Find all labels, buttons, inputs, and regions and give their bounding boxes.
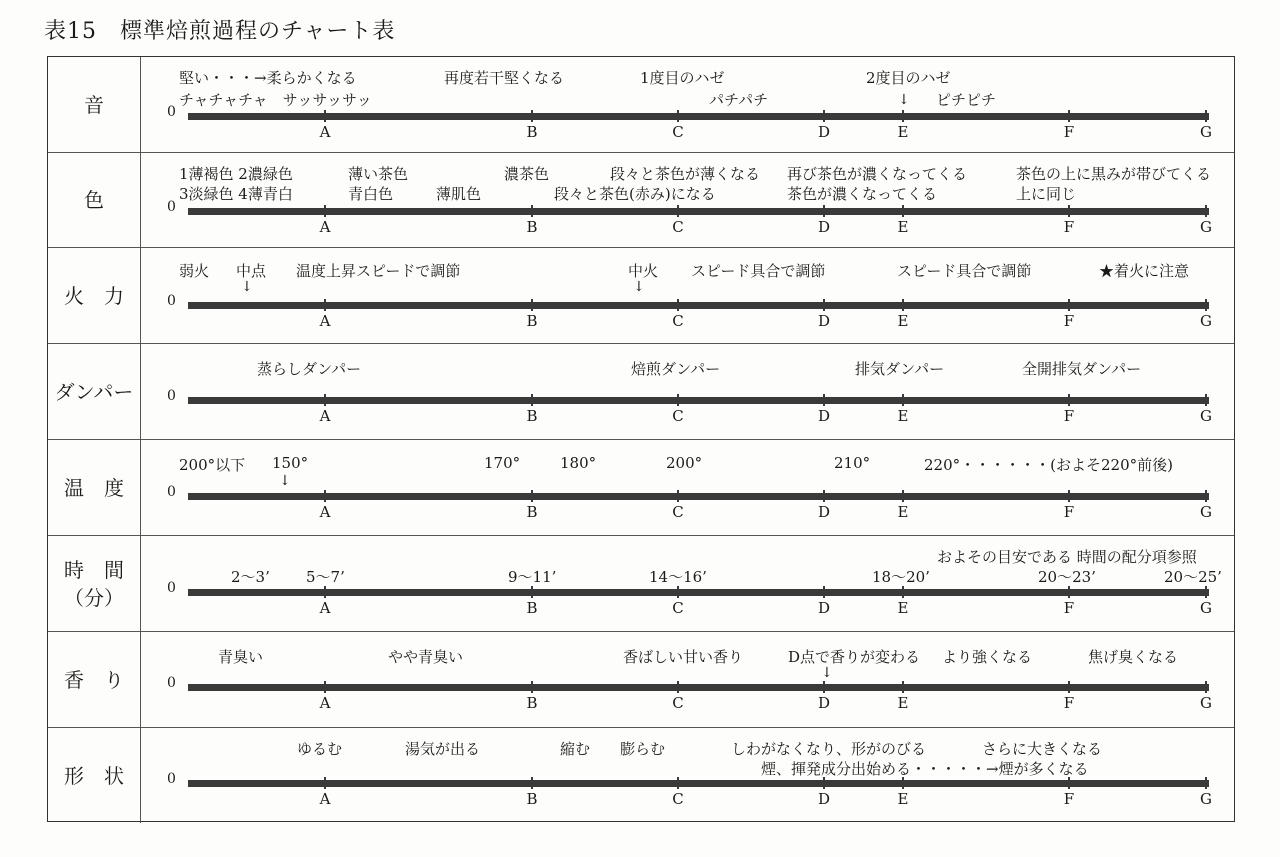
annotation-text: D点で香りが変わる bbox=[788, 648, 921, 666]
timeline-bar bbox=[188, 493, 1209, 500]
annotation-text: 縮む bbox=[560, 740, 591, 758]
tick-label: A bbox=[319, 694, 331, 712]
tick-mark bbox=[1068, 490, 1070, 502]
annotation-text: やや青臭い bbox=[388, 648, 464, 666]
annotation-text: 1薄褐色 2濃緑色 bbox=[179, 165, 293, 183]
timeline-bar bbox=[188, 684, 1209, 691]
timeline-bar bbox=[188, 113, 1209, 120]
tick-label: E bbox=[897, 599, 909, 617]
tick-mark bbox=[531, 299, 533, 311]
tick-mark bbox=[324, 394, 326, 406]
tick-label: B bbox=[526, 123, 538, 141]
annotation-text: 2度目のハゼ bbox=[866, 69, 951, 87]
tick-mark bbox=[823, 586, 825, 598]
annotation-text: スピード具合で調節 bbox=[691, 262, 826, 280]
down-arrow-icon: ↓ bbox=[241, 279, 253, 295]
annotation-text: 14～16’ bbox=[649, 568, 707, 586]
tick-mark bbox=[677, 205, 679, 217]
tick-mark bbox=[1205, 490, 1207, 502]
tick-mark bbox=[677, 490, 679, 502]
tick-label: E bbox=[897, 218, 909, 236]
annotation-text: 温度上昇スピードで調節 bbox=[296, 262, 461, 280]
tick-mark bbox=[823, 681, 825, 693]
tick-mark bbox=[1205, 777, 1207, 789]
tick-mark bbox=[324, 490, 326, 502]
tick-mark bbox=[902, 299, 904, 311]
annotation-text: 再度若干堅くなる bbox=[444, 69, 565, 87]
tick-mark bbox=[677, 394, 679, 406]
tick-mark bbox=[1068, 586, 1070, 598]
annotation-text: 煙、揮発成分出始める・・・・・→煙が多くなる bbox=[761, 760, 1089, 778]
row-label: 色 bbox=[48, 153, 141, 247]
tick-mark bbox=[1068, 205, 1070, 217]
annotation-text: 5～7’ bbox=[306, 568, 345, 586]
down-arrow-icon: ↓ bbox=[279, 473, 291, 489]
tick-mark bbox=[823, 490, 825, 502]
tick-mark bbox=[1205, 110, 1207, 122]
tick-label: A bbox=[319, 123, 331, 141]
tick-mark bbox=[1068, 681, 1070, 693]
tick-label: E bbox=[897, 694, 909, 712]
tick-mark bbox=[902, 586, 904, 598]
annotation-text: 150° bbox=[272, 454, 309, 472]
annotation-text: 220°・・・・・・(およそ220°前後) bbox=[924, 456, 1173, 474]
tick-label: B bbox=[526, 503, 538, 521]
annotation-text: 青白色 bbox=[348, 185, 394, 203]
tick-label: D bbox=[817, 312, 831, 330]
tick-label: F bbox=[1063, 123, 1075, 141]
zero-label: 0 bbox=[167, 104, 176, 120]
tick-mark bbox=[677, 777, 679, 789]
annotation-text: 170° bbox=[484, 454, 521, 472]
down-arrow-icon: ↓ bbox=[633, 279, 645, 295]
zero-label: 0 bbox=[167, 580, 176, 596]
annotation-text: 中点 bbox=[236, 262, 267, 280]
tick-label: F bbox=[1063, 599, 1075, 617]
document-title: 表15 標準焙煎過程のチャート表 bbox=[44, 19, 396, 44]
zero-label: 0 bbox=[167, 199, 176, 215]
annotation-text: 再び茶色が濃くなってくる bbox=[787, 165, 968, 183]
row-label: 形 状 bbox=[48, 728, 141, 823]
tick-label: G bbox=[1200, 218, 1212, 236]
annotation-text: 青臭い bbox=[218, 648, 264, 666]
tick-label: A bbox=[319, 218, 331, 236]
tick-label: G bbox=[1200, 407, 1212, 425]
annotation-text: 薄肌色 bbox=[436, 185, 482, 203]
annotation-text: 200°以下 bbox=[179, 456, 246, 474]
annotation-text: スピード具合で調節 bbox=[897, 262, 1032, 280]
tick-mark bbox=[1068, 394, 1070, 406]
timeline-bar bbox=[188, 302, 1209, 309]
row-label: 火 力 bbox=[48, 248, 141, 343]
annotation-text: 濃茶色 bbox=[504, 165, 550, 183]
annotation-text: およその目安である 時間の配分項参照 bbox=[937, 548, 1197, 566]
tick-label: E bbox=[897, 407, 909, 425]
tick-mark bbox=[531, 777, 533, 789]
tick-label: G bbox=[1200, 790, 1212, 808]
tick-mark bbox=[324, 205, 326, 217]
tick-label: A bbox=[319, 790, 331, 808]
annotation-text: 堅い・・・→柔らかくなる bbox=[179, 69, 357, 87]
tick-label: C bbox=[672, 503, 684, 521]
tick-label: C bbox=[672, 123, 684, 141]
tick-label: E bbox=[897, 312, 909, 330]
tick-label: A bbox=[319, 407, 331, 425]
tick-label: C bbox=[672, 218, 684, 236]
tick-label: G bbox=[1200, 312, 1212, 330]
tick-label: C bbox=[672, 407, 684, 425]
tick-label: E bbox=[897, 123, 909, 141]
chart-row bbox=[48, 728, 1234, 823]
timeline-bar bbox=[188, 589, 1209, 596]
tick-label: F bbox=[1063, 407, 1075, 425]
tick-label: B bbox=[526, 599, 538, 617]
tick-label: C bbox=[672, 694, 684, 712]
annotation-text: チャチャチャ サッサッサッ bbox=[179, 91, 372, 109]
tick-label: F bbox=[1063, 694, 1075, 712]
tick-mark bbox=[324, 681, 326, 693]
tick-mark bbox=[531, 205, 533, 217]
tick-label: B bbox=[526, 407, 538, 425]
zero-label: 0 bbox=[167, 675, 176, 691]
tick-label: C bbox=[672, 790, 684, 808]
annotation-text: 蒸らしダンパー bbox=[257, 360, 362, 378]
tick-mark bbox=[902, 681, 904, 693]
annotation-text: 排気ダンパー bbox=[855, 360, 945, 378]
annotation-text: 薄い茶色 bbox=[348, 165, 409, 183]
tick-label: D bbox=[817, 218, 831, 236]
annotation-text: 茶色が濃くなってくる bbox=[787, 185, 938, 203]
chart-row bbox=[48, 57, 1234, 153]
annotation-text: しわがなくなり、形がのびる bbox=[731, 740, 927, 758]
tick-mark bbox=[902, 490, 904, 502]
tick-mark bbox=[823, 110, 825, 122]
tick-mark bbox=[324, 777, 326, 789]
roast-chart-table bbox=[47, 56, 1235, 822]
zero-label: 0 bbox=[167, 484, 176, 500]
tick-mark bbox=[677, 586, 679, 598]
tick-label: A bbox=[319, 503, 331, 521]
tick-label: B bbox=[526, 218, 538, 236]
tick-mark bbox=[531, 110, 533, 122]
timeline-bar bbox=[188, 208, 1209, 215]
tick-label: G bbox=[1200, 123, 1212, 141]
annotation-text: 段々と茶色(赤み)になる bbox=[554, 185, 716, 203]
annotation-text: 1度目のハゼ bbox=[640, 69, 725, 87]
tick-label: B bbox=[526, 694, 538, 712]
row-label: 音 bbox=[48, 57, 141, 152]
tick-label: B bbox=[526, 312, 538, 330]
tick-label: F bbox=[1063, 503, 1075, 521]
tick-mark bbox=[1068, 299, 1070, 311]
tick-label: A bbox=[319, 599, 331, 617]
tick-mark bbox=[823, 394, 825, 406]
annotation-text: さらに大きくなる bbox=[982, 740, 1103, 758]
annotation-text: ゆるむ bbox=[297, 740, 343, 758]
tick-mark bbox=[823, 299, 825, 311]
annotation-text: 20～23’ bbox=[1038, 568, 1096, 586]
tick-mark bbox=[823, 205, 825, 217]
tick-mark bbox=[902, 205, 904, 217]
annotation-text: 焦げ臭くなる bbox=[1088, 648, 1179, 666]
tick-mark bbox=[677, 110, 679, 122]
chart-row bbox=[48, 440, 1234, 536]
chart-row bbox=[48, 153, 1234, 248]
tick-mark bbox=[1068, 110, 1070, 122]
chart-row bbox=[48, 344, 1234, 440]
annotation-text: 膨らむ bbox=[620, 740, 666, 758]
annotation-text: 焙煎ダンパー bbox=[631, 360, 721, 378]
chart-row bbox=[48, 536, 1234, 632]
tick-mark bbox=[531, 490, 533, 502]
annotation-text: ★着火に注意 bbox=[1099, 262, 1190, 280]
row-label: 温 度 bbox=[48, 440, 141, 535]
annotation-text: 全開排気ダンパー bbox=[1022, 360, 1142, 378]
annotation-text: 200° bbox=[666, 454, 703, 472]
annotation-text: 9～11’ bbox=[508, 568, 557, 586]
tick-mark bbox=[902, 110, 904, 122]
timeline-bar bbox=[188, 780, 1209, 787]
tick-mark bbox=[324, 299, 326, 311]
tick-label: F bbox=[1063, 790, 1075, 808]
tick-label: D bbox=[817, 694, 831, 712]
tick-label: G bbox=[1200, 503, 1212, 521]
tick-label: D bbox=[817, 123, 831, 141]
annotation-text: 3淡緑色 4薄青白 bbox=[179, 185, 293, 203]
tick-label: B bbox=[526, 790, 538, 808]
tick-label: G bbox=[1200, 694, 1212, 712]
tick-label: E bbox=[897, 790, 909, 808]
tick-mark bbox=[1205, 394, 1207, 406]
annotation-text: 中火 bbox=[628, 262, 659, 280]
tick-mark bbox=[902, 394, 904, 406]
tick-mark bbox=[1205, 299, 1207, 311]
annotation-text: 18～20’ bbox=[872, 568, 930, 586]
tick-label: C bbox=[672, 599, 684, 617]
tick-label: G bbox=[1200, 599, 1212, 617]
tick-mark bbox=[1205, 586, 1207, 598]
down-arrow-icon: ↓ bbox=[898, 92, 910, 108]
tick-label: D bbox=[817, 407, 831, 425]
tick-mark bbox=[531, 586, 533, 598]
row-label: 香 り bbox=[48, 632, 141, 727]
timeline-bar bbox=[188, 397, 1209, 404]
tick-label: E bbox=[897, 503, 909, 521]
tick-mark bbox=[531, 681, 533, 693]
tick-mark bbox=[1205, 205, 1207, 217]
zero-label: 0 bbox=[167, 388, 176, 404]
annotation-text: より強くなる bbox=[942, 648, 1033, 666]
tick-mark bbox=[1205, 681, 1207, 693]
annotation-text: ピチピチ bbox=[936, 91, 997, 109]
tick-mark bbox=[324, 110, 326, 122]
tick-label: A bbox=[319, 312, 331, 330]
annotation-text: 20～25’ bbox=[1164, 568, 1222, 586]
annotation-text: 210° bbox=[834, 454, 871, 472]
tick-mark bbox=[677, 681, 679, 693]
tick-label: F bbox=[1063, 312, 1075, 330]
tick-mark bbox=[677, 299, 679, 311]
tick-label: D bbox=[817, 790, 831, 808]
annotation-text: 上に同じ bbox=[1016, 185, 1077, 203]
annotation-text: パチパチ bbox=[709, 91, 769, 109]
row-label: 時 間 （分） bbox=[48, 536, 141, 631]
tick-mark bbox=[531, 394, 533, 406]
annotation-text: 段々と茶色が薄くなる bbox=[610, 165, 761, 183]
annotation-text: 茶色の上に黒みが帯びてくる bbox=[1016, 165, 1212, 183]
annotation-text: 湯気が出る bbox=[405, 740, 481, 758]
annotation-text: 弱火 bbox=[179, 262, 210, 280]
tick-label: D bbox=[817, 599, 831, 617]
chart-row bbox=[48, 632, 1234, 728]
zero-label: 0 bbox=[167, 771, 176, 787]
tick-label: C bbox=[672, 312, 684, 330]
annotation-text: 香ばしい甘い香り bbox=[623, 648, 744, 666]
tick-label: D bbox=[817, 503, 831, 521]
annotation-text: 180° bbox=[560, 454, 597, 472]
chart-row bbox=[48, 248, 1234, 344]
tick-label: F bbox=[1063, 218, 1075, 236]
row-label: ダンパー bbox=[48, 344, 141, 439]
annotation-text: 2～3’ bbox=[231, 568, 270, 586]
down-arrow-icon: ↓ bbox=[821, 665, 833, 681]
zero-label: 0 bbox=[167, 293, 176, 309]
tick-mark bbox=[324, 586, 326, 598]
